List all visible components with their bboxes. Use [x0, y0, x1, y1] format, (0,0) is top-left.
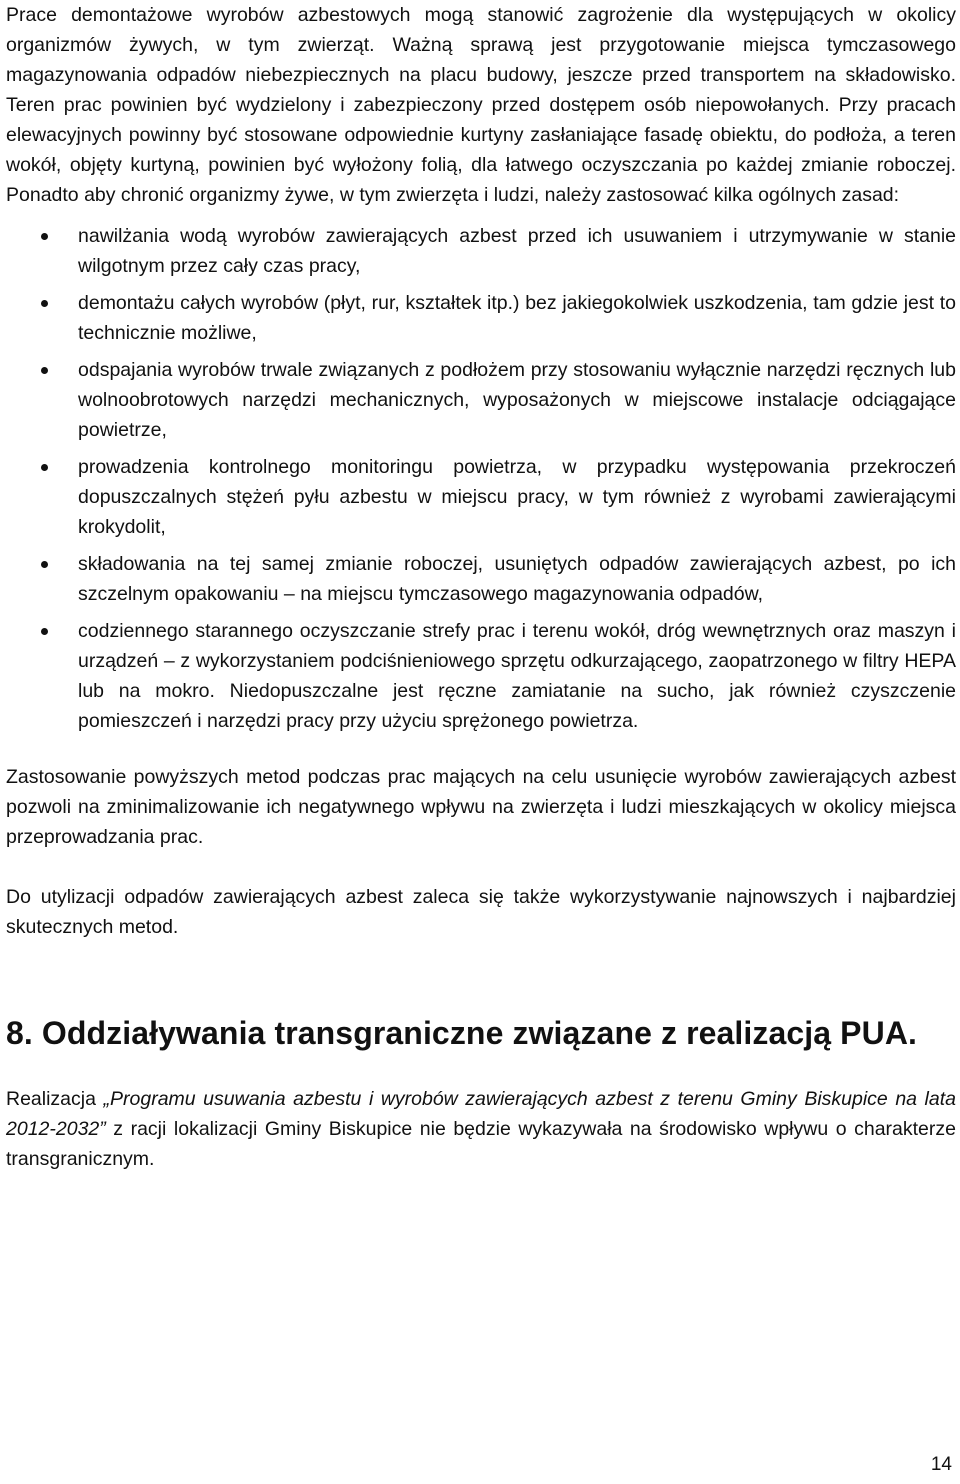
list-item	[6, 355, 956, 445]
list-item	[6, 616, 956, 736]
disposal-paragraph: Do utylizacji odpadów zawierających azbest zaleca się także wykorzystywanie najnowszych i najbardziej skutecznych metod.	[6, 886, 956, 938]
bullet-icon	[41, 300, 48, 307]
list-item	[6, 221, 956, 281]
document-page	[6, 0, 956, 1174]
list-item-text: nawilżania wodą wyrobów zawierających azbest przed ich usuwaniem i utrzymywanie w stanie wilgotnym przez cały czas pracy,	[78, 225, 956, 277]
program-title: „Programu usuwania azbestu i wyrobów zawierających azbest z terenu Gminy Biskupice na lata 2012-2032”	[6, 1088, 956, 1140]
bullet-icon	[41, 561, 48, 568]
list-item	[6, 288, 956, 348]
list-item-text: demontażu całych wyrobów (płyt, rur, kształtek itp.) bez jakiegokolwiek uszkodzenia, tam gdzie jest to technicznie możliwe,	[78, 292, 956, 344]
list-item-text: prowadzenia kontrolnego monitoringu powietrza, w przypadku występowania przekroczeń dopuszczalnych stężeń pyłu azbestu w miejscu pracy, w tym również z wyrobami zawierającymi krokydolit,	[78, 456, 956, 538]
intro-paragraph: Prace demontażowe wyrobów azbestowych mogą stanowić zagrożenie dla występujących w okolicy organizmów żywych, w tym zwierząt. Ważną sprawą jest przygotowanie miejsca tymczasowego magazynowania odpadów niebezpiecznych na placu budowy, jeszcze przed transportem na składowisko. Teren prac powinien być wydzielony i zabezpieczony przed dostępem osób niepowołanych. Przy pracach elewacyjnych powinny być stosowane odpowiednie kurtyny zasłaniające fasadę obiektu, do podłoża, a teren wokół, objęty kurtyną, powinien być wyłożony folią, dla łatwego oczyszczania po każdej zmianie roboczej. Ponadto aby chronić organizmy żywe, w tym zwierzęta i ludzi, należy zastosować kilka ogólnych zasad:	[6, 4, 956, 206]
list-item	[6, 549, 956, 609]
list-item-text: odspajania wyrobów trwale związanych z podłożem przy stosowaniu wyłącznie narzędzi ręcznych lub wolnoobrotowych narzędzi mechanicznych, wyposażonych w miejscowe instalacje odciągające powietrze,	[78, 359, 956, 441]
bullet-icon	[41, 233, 48, 240]
general-rules-list	[6, 221, 956, 736]
list-item	[6, 452, 956, 542]
transboundary-tail: z racji lokalizacji Gminy Biskupice nie będzie wykazywała na środowisko wpływu o charakterze transgranicznym.	[6, 1118, 956, 1170]
summary-paragraph: Zastosowanie powyższych metod podczas prac mających na celu usunięcie wyrobów zawierających azbest pozwoli na zminimalizowanie ich negatywnego wpływu na zwierzęta i ludzi mieszkających w okolicy miejsca przeprowadzania prac.	[6, 766, 956, 848]
bullet-icon	[41, 628, 48, 635]
list-item-text: składowania na tej samej zmianie roboczej, usuniętych odpadów zawierających azbest, po ich szczelnym opakowaniu – na miejscu tymczasowego magazynowania odpadów,	[78, 553, 956, 605]
transboundary-paragraph	[6, 1084, 956, 1174]
list-item-text: codziennego starannego oczyszczanie strefy prac i terenu wokół, dróg wewnętrznych oraz maszyn i urządzeń – z wykorzystaniem podciśnieniowego sprzętu odkurzającego, zaopatrzonego w filtry HEPA lub na mokro. Niedopuszczalne jest ręczne zamiatanie na sucho, jak również czyszczenie pomieszczeń i narzędzi pracy przy użyciu sprężonego powietrza.	[78, 620, 956, 732]
transboundary-lead: Realizacja	[6, 1088, 104, 1110]
page-number: 14	[930, 1454, 952, 1475]
bullet-icon	[41, 367, 48, 374]
section-heading: 8. Oddziaływania transgraniczne związane z realizacją PUA.	[6, 1015, 918, 1051]
bullet-icon	[41, 464, 48, 471]
